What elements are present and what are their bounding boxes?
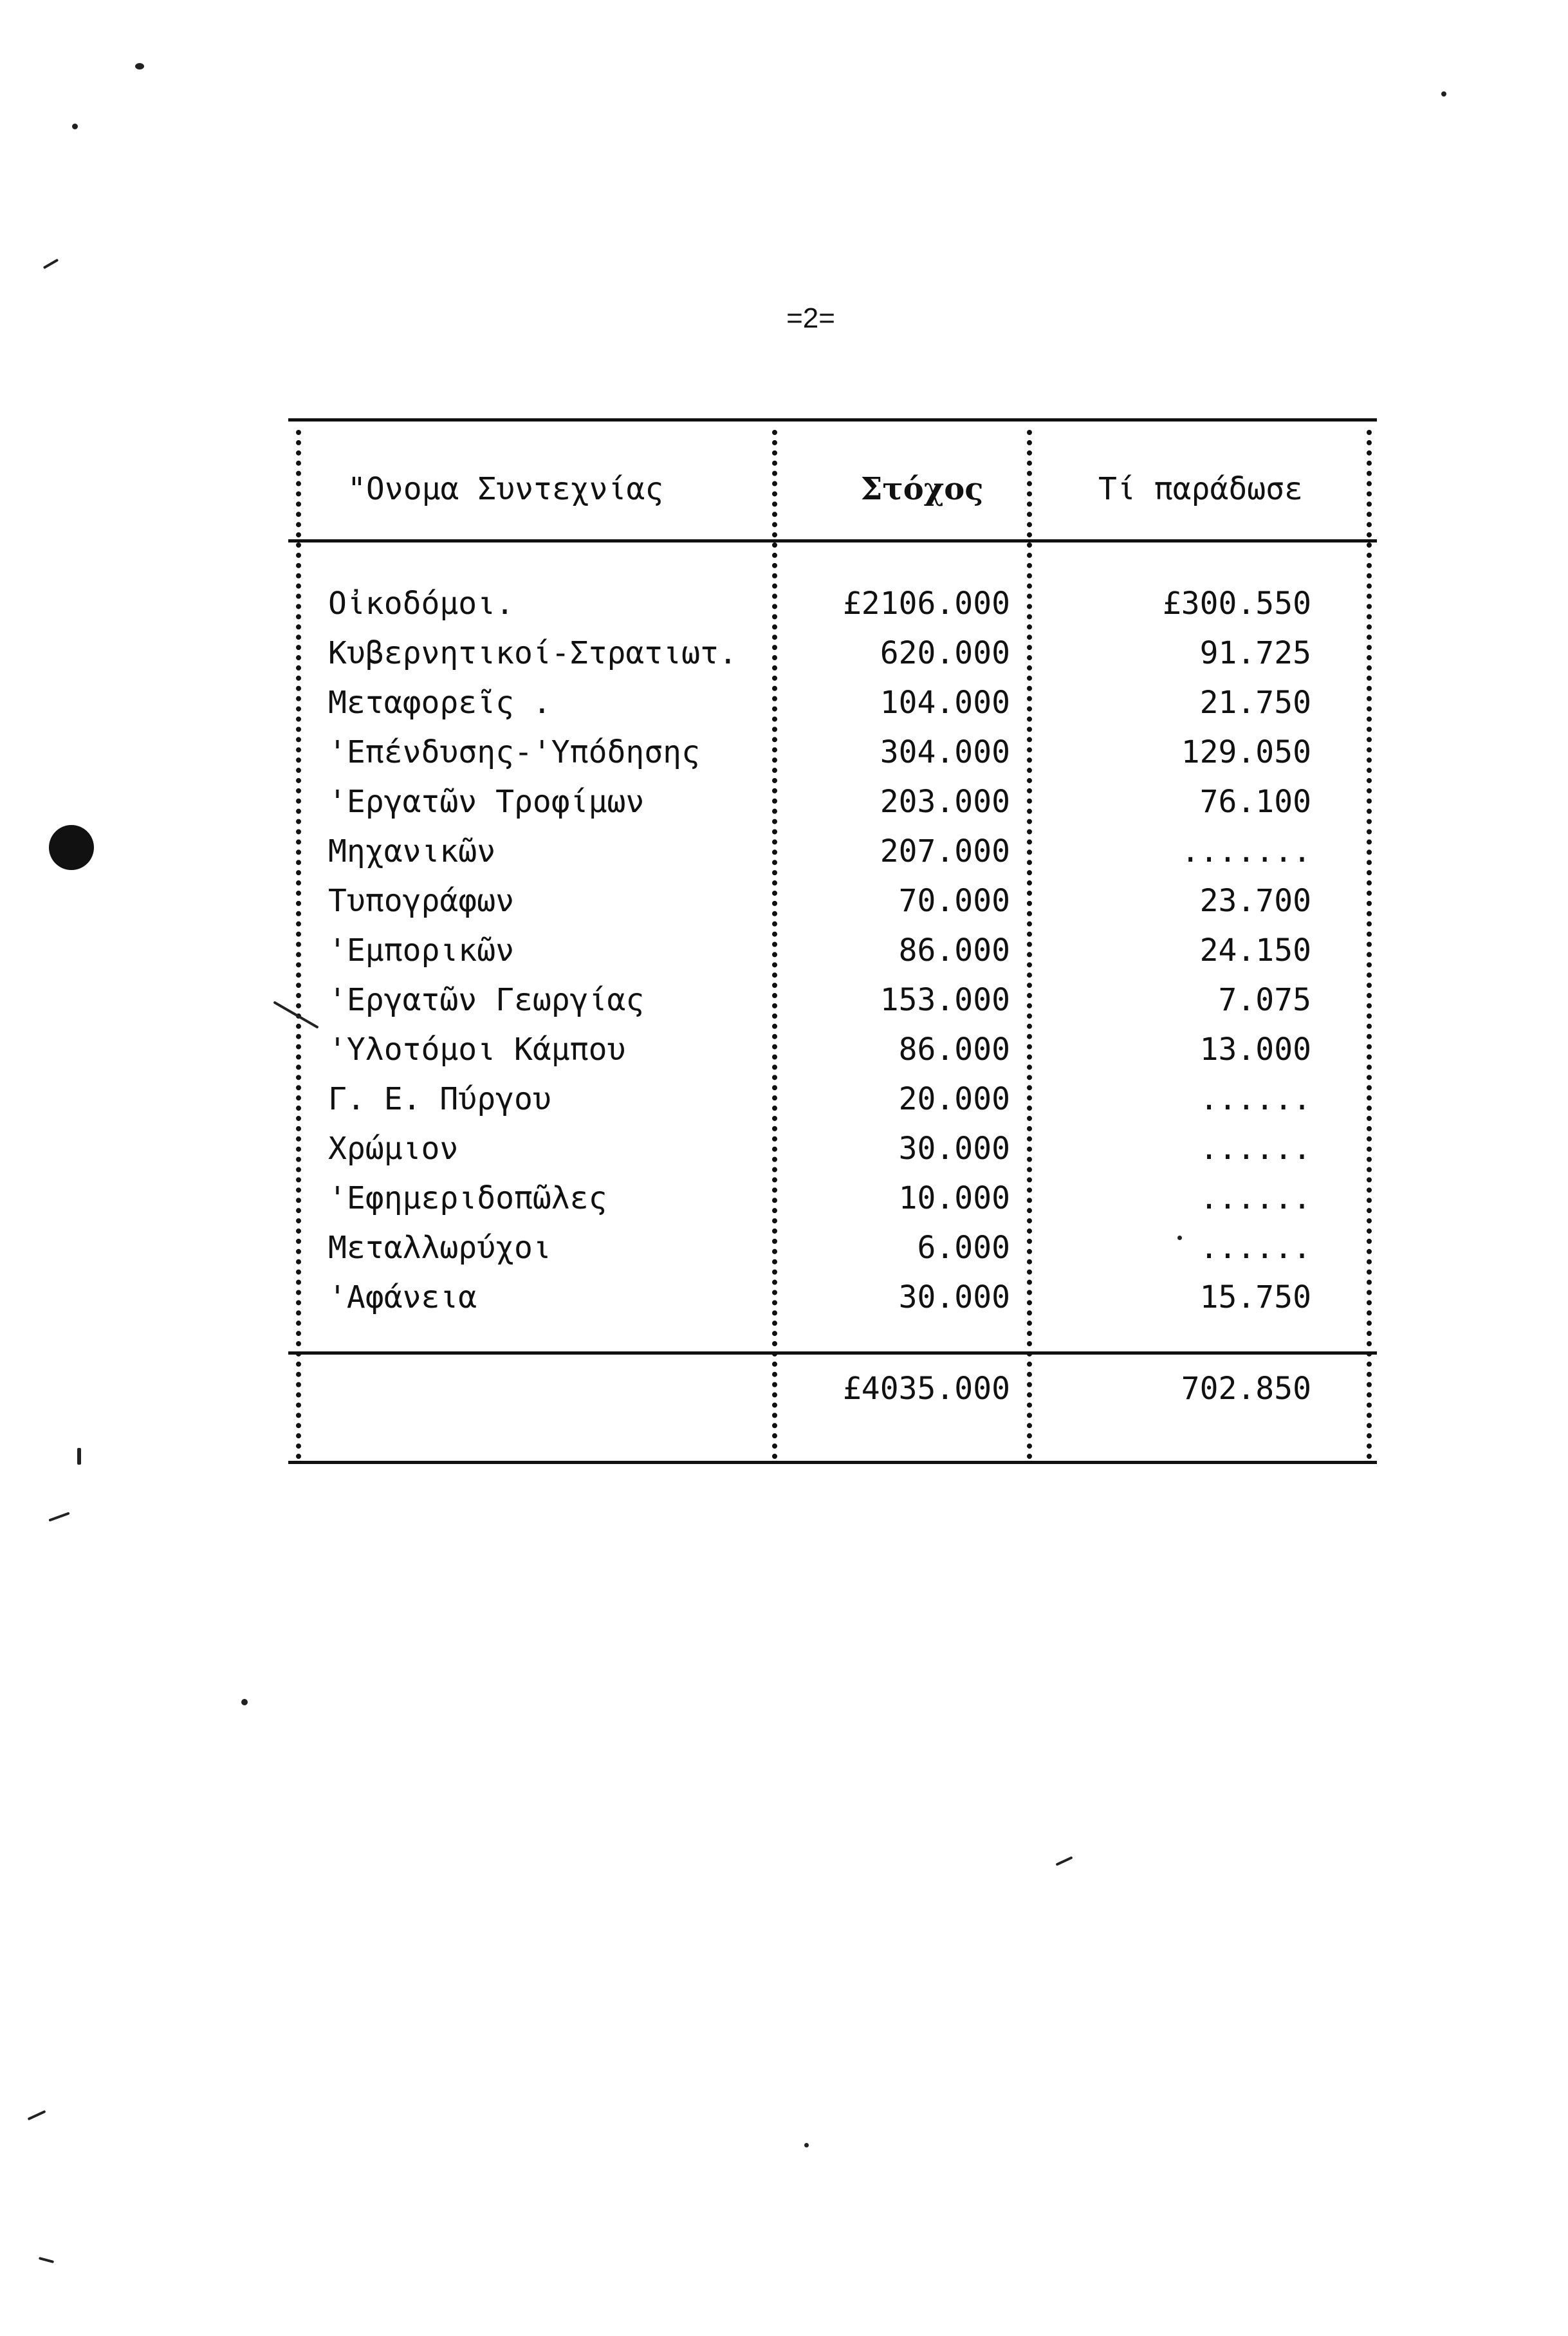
union-name: 'Εμπορικῶν [328,932,514,969]
table-row [288,579,1377,628]
table-row [288,777,1377,826]
target-value: 104.000 [880,685,1010,721]
table-row [288,1273,1377,1322]
union-name: 'Υλοτόμοι Κάμπου [328,1032,626,1068]
target-value: 70.000 [898,883,1010,919]
delivered-value: 13.000 [1199,1032,1311,1068]
table-row [288,728,1377,777]
scan-mark [1055,1856,1073,1866]
scan-mark [48,1512,69,1521]
table-row [288,827,1377,876]
union-name: Τυπογράφων [328,883,514,919]
scan-mark [39,2257,54,2263]
union-name: Οἰκοδόμοι. [328,586,514,622]
delivered-value: 76.100 [1199,784,1311,820]
table-row [288,1124,1377,1173]
target-value: 20.000 [898,1081,1010,1117]
page-number: =2= [786,302,835,334]
table-row [288,926,1377,975]
target-value: 207.000 [880,833,1010,869]
union-name: Κυβερνητικοί-Στρατιωτ. [328,635,737,671]
scan-mark [43,259,59,269]
scan-speck [1441,91,1446,97]
union-name: Χρώμιον [328,1131,459,1167]
table-top-rule [288,418,1377,422]
union-name: Μεταλλωρύχοι [328,1230,551,1266]
delivered-value: £300.550 [1162,586,1311,622]
table-row [288,629,1377,678]
table-row [288,1174,1377,1223]
target-value: 30.000 [898,1279,1010,1315]
header-target: Στόχος [860,471,984,507]
table-row [288,876,1377,925]
union-name: 'Εργατῶν Γεωργίας [328,982,645,1018]
union-name: 'Επένδυσης-'Υπόδησης [328,734,700,770]
table-row [288,1075,1377,1124]
union-name: Μηχανικῶν [328,833,496,869]
delivered-value: ....... [1181,833,1311,869]
target-value: 203.000 [880,784,1010,820]
scan-speck [1177,1236,1182,1240]
delivered-value: ...... [1199,1230,1311,1266]
delivered-value: 129.050 [1181,734,1311,770]
header-delivered: Τί παράδωσε [1098,471,1303,507]
table-row [288,976,1377,1024]
target-value: £2106.000 [842,586,1010,622]
delivered-value: 21.750 [1199,685,1311,721]
header-union-name: "Ονομα Συντεχνίας [347,471,664,507]
scan-speck [804,2143,809,2147]
target-value: 620.000 [880,635,1010,671]
total-target-value: £4035.000 [842,1371,1010,1407]
punch-hole-mark [49,825,94,870]
target-value: 30.000 [898,1131,1010,1167]
totals-top-rule [288,1351,1377,1355]
header-bottom-rule [288,539,1377,542]
union-name: Γ. Ε. Πύργου [328,1081,551,1117]
table-row [288,1025,1377,1074]
union-name: Μεταφορεῖς . [328,685,551,721]
delivered-value: ...... [1199,1180,1311,1216]
union-name: 'Αφάνεια [328,1279,477,1315]
scan-speck [241,1699,248,1705]
total-delivered-value: 702.850 [1181,1371,1311,1407]
scan-mark [28,2110,46,2120]
delivered-value: 23.700 [1199,883,1311,919]
delivered-value: 7.075 [1218,982,1311,1018]
delivered-value: 91.725 [1199,635,1311,671]
table-bottom-rule [288,1461,1377,1464]
table-row [288,678,1377,727]
table-row [288,1223,1377,1272]
contributions-table [288,418,1377,1461]
union-name: 'Εργατῶν Τροφίμων [328,784,645,820]
delivered-value: ...... [1199,1081,1311,1117]
delivered-value: ...... [1199,1131,1311,1167]
target-value: 6.000 [917,1230,1010,1266]
target-value: 10.000 [898,1180,1010,1216]
delivered-value: 24.150 [1199,932,1311,969]
totals-row [288,1364,1377,1413]
scan-mark [77,1448,81,1465]
scan-speck [135,63,144,70]
target-value: 304.000 [880,734,1010,770]
scan-speck [72,124,78,129]
target-value: 86.000 [898,1032,1010,1068]
target-value: 153.000 [880,982,1010,1018]
delivered-value: 15.750 [1199,1279,1311,1315]
union-name: 'Εφημεριδοπῶλες [328,1180,607,1216]
target-value: 86.000 [898,932,1010,969]
